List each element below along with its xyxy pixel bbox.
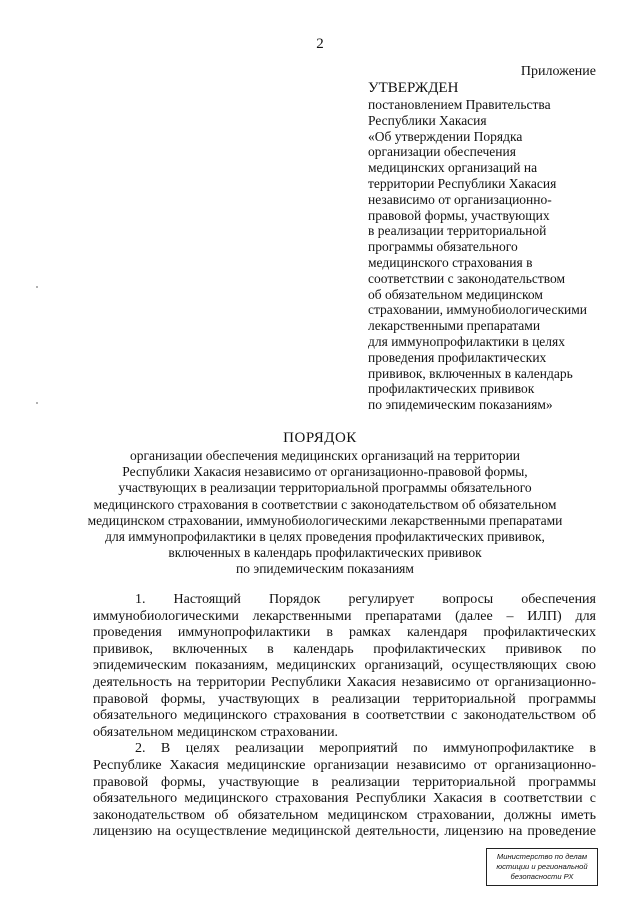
body-line: обязательного медицинского страхования в соответствии с законодательством об xyxy=(93,708,596,724)
scan-speck xyxy=(36,402,38,404)
approval-line: об обязательном медицинском xyxy=(368,286,543,302)
approval-line: для иммунопрофилактики в целях xyxy=(368,333,565,349)
subtitle-line: для иммунопрофилактики в целях проведения профилактических прививок, xyxy=(105,529,545,545)
approved-heading: УТВЕРЖДЕН xyxy=(368,80,459,96)
approval-line: организации обеспечения xyxy=(368,144,516,160)
subtitle-line: Республики Хакасия независимо от организационно-правовой формы, xyxy=(122,464,528,480)
approval-line: медицинских организаций на xyxy=(368,160,538,176)
body-line: законодательством об обязательном медицинском страховании, должны иметь xyxy=(93,807,596,823)
body-line: правовой формы, участвующих в реализации территориальной программы xyxy=(93,691,596,707)
body-line: обязательного медицинского страхования Республики Хакасия в соответствии с xyxy=(93,791,596,807)
body-line: 2. В целях реализации мероприятий по иммунопрофилактике в xyxy=(135,741,596,757)
body-line: деятельность на территории Республики Хакасия независимо от организационно- xyxy=(93,674,596,690)
approval-line: «Об утверждении Порядка xyxy=(368,128,523,144)
approval-line: Республики Хакасия xyxy=(368,112,487,128)
body-line: Республике Хакасия медицинские организации независимо от организационно- xyxy=(93,757,596,773)
document-body xyxy=(93,592,596,841)
body-line: правовой формы, участвующие в реализации территориальной программы xyxy=(93,774,596,790)
subtitle-line: медицинском страховании, иммунобиологическими лекарственными препаратами xyxy=(87,512,563,528)
approval-line: соответствии с законодательством xyxy=(368,270,566,286)
page-number: 2 xyxy=(316,36,324,52)
approval-line: проведения профилактических xyxy=(368,349,547,365)
body-line: прививок, включенных в календарь профилактических прививок по xyxy=(93,641,596,657)
approval-line: программы обязательного xyxy=(368,239,518,255)
stamp-line: юстиции и региональной xyxy=(496,862,588,871)
approval-line: профилактических прививок xyxy=(368,381,535,397)
document-title: ПОРЯДОК xyxy=(283,430,357,446)
document-subtitle xyxy=(60,448,590,578)
scan-speck xyxy=(36,286,38,288)
approval-line: лекарственными препаратами xyxy=(368,318,541,334)
approval-line: в реализации территориальной xyxy=(368,223,547,239)
approval-line: территории Республики Хакасия xyxy=(368,175,557,191)
stamp-line: безопасности РХ xyxy=(510,872,574,881)
appendix-label: Приложение xyxy=(520,64,596,79)
subtitle-line: участвующих в реализации территориальной программы обязательного xyxy=(118,480,532,496)
body-line: обязательном медицинском страховании. xyxy=(93,724,339,740)
subtitle-line: по эпидемическим показаниям xyxy=(236,561,414,577)
body-line: иммунобиологическими лекарственными препаратами (далее – ИЛП) для xyxy=(93,608,596,624)
subtitle-line: медицинского страхования в соответствии с законодательством об обязательном xyxy=(93,496,557,512)
body-line: проведения иммунопрофилактики в рамках календаря профилактических xyxy=(93,625,596,641)
approval-line: медицинского страхования в xyxy=(368,254,533,270)
stamp-line: Министерство по делам xyxy=(496,852,588,861)
body-line: лицензию на осуществление медицинской деятельности, лицензию на проведение xyxy=(93,824,596,840)
approval-line: правовой формы, участвующих xyxy=(368,207,550,223)
approval-line: страховании, иммунобиологическими xyxy=(368,302,588,318)
subtitle-line: включенных в календарь профилактических прививок xyxy=(168,545,482,561)
subtitle-line: организации обеспечения медицинских организаций на территории xyxy=(129,448,521,463)
approval-line: прививок, включенных в календарь xyxy=(368,365,573,381)
approval-line: по эпидемическим показаниям» xyxy=(368,397,553,413)
body-line: 1. Настоящий Порядок регулирует вопросы обеспечения xyxy=(135,592,596,607)
approval-line: постановлением Правительства xyxy=(368,97,551,112)
approval-line: независимо от организационно- xyxy=(368,191,552,207)
registration-stamp xyxy=(486,848,598,886)
approval-block xyxy=(368,80,608,413)
body-line: эпидемическим показаниям, медицинских организаций, осуществляющих свою xyxy=(93,658,596,674)
